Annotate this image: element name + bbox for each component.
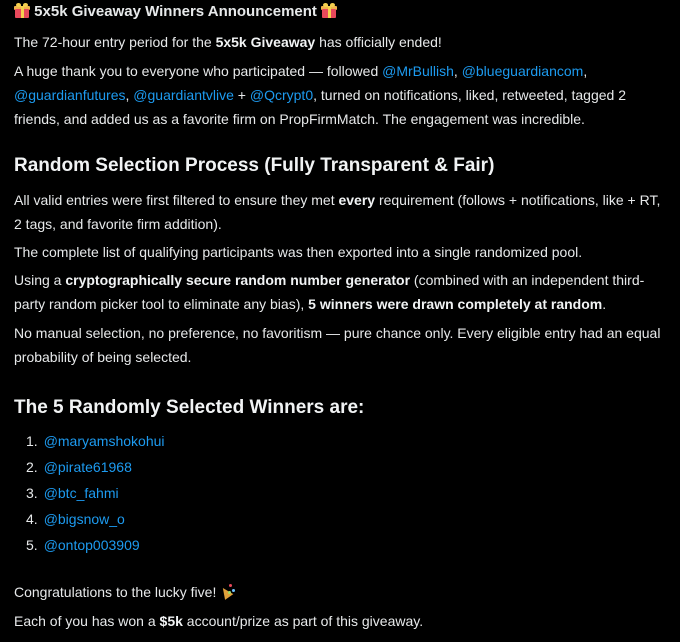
gift-icon	[14, 3, 30, 18]
winner-item	[26, 506, 670, 532]
selection-text: .	[602, 296, 607, 312]
emphasis-text: cryptographically secure random number generator	[65, 272, 411, 288]
separator: ,	[583, 63, 588, 79]
winners-heading: The 5 Randomly Selected Winners are:	[14, 397, 365, 418]
winner-number: 3.	[26, 485, 38, 501]
winner-item	[26, 454, 670, 480]
mention-link[interactable]: @MrBullish	[382, 63, 454, 79]
winner-handle-link[interactable]: @bigsnow_o	[43, 511, 125, 527]
intro-paragraph-1	[14, 30, 670, 54]
selection-text: (combined with an independent third-party random picker tool to eliminate any bias),	[14, 272, 645, 312]
selection-text: Using a	[14, 272, 66, 288]
prize-text: account/prize as part of this giveaway.	[182, 613, 424, 629]
separator: ,	[125, 87, 134, 103]
selection-paragraph-3	[14, 268, 670, 316]
winner-number: 2.	[26, 459, 38, 475]
winners-list	[26, 428, 670, 558]
gift-icon	[321, 3, 337, 18]
prize-line	[14, 609, 670, 633]
winner-number: 4.	[26, 511, 38, 527]
congrats-line	[14, 580, 670, 604]
winner-number: 1.	[26, 433, 38, 449]
prize-amount: $5k	[159, 613, 183, 629]
mention-link[interactable]: @guardianfutures	[14, 87, 126, 103]
intro-text: A huge thank you to everyone who participated — followed	[14, 63, 383, 79]
winner-item	[26, 428, 670, 454]
emphasis-text: every	[338, 192, 376, 208]
selection-process-heading: Random Selection Process (Fully Transparent & Fair)	[14, 155, 495, 176]
separator: ,	[453, 63, 462, 79]
selection-text: All valid entries were first filtered to ensure they met	[14, 192, 339, 208]
winner-handle-link[interactable]: @ontop003909	[43, 537, 140, 553]
winner-item	[26, 532, 670, 558]
winner-handle-link[interactable]: @maryamshokohui	[43, 433, 165, 449]
emphasis-text: 5 winners were drawn completely at random	[308, 296, 603, 312]
winner-item	[26, 480, 670, 506]
winner-handle-link[interactable]: @btc_fahmi	[43, 485, 119, 501]
giveaway-name: 5x5k Giveaway	[215, 34, 316, 50]
post-title	[14, 0, 670, 24]
winner-number: 5.	[26, 537, 38, 553]
party-popper-icon	[220, 583, 236, 599]
separator: +	[233, 87, 250, 103]
selection-paragraph-2: The complete list of qualifying participants was then exported into a single randomized pool.	[14, 244, 583, 260]
post-title-text: 5x5k Giveaway Winners Announcement	[34, 3, 317, 20]
mention-link[interactable]: @guardiantvlive	[133, 87, 234, 103]
mention-link[interactable]: @blueguardiancom	[461, 63, 584, 79]
selection-paragraph-1	[14, 188, 670, 236]
intro-text: , turned on notifications, liked, retweeted, tagged 2 friends, and added us as a favorite firm on PropFirmMatch. The engagement was incredible.	[14, 87, 626, 127]
winner-handle-link[interactable]: @pirate61968	[43, 459, 132, 475]
mention-link[interactable]: @Qcrypt0	[249, 87, 314, 103]
selection-text: requirement (follows + notifications, like + RT, 2 tags, and favorite firm addition).	[14, 192, 661, 232]
selection-paragraph-4: No manual selection, no preference, no favoritism — pure chance only. Every eligible entry had an equal probability of being selected.	[14, 325, 661, 365]
intro-text: The 72-hour entry period for the	[14, 34, 216, 50]
intro-text: has officially ended!	[315, 34, 442, 50]
intro-paragraph-2	[14, 59, 670, 131]
congrats-text: Congratulations to the lucky five!	[14, 584, 217, 600]
prize-text: Each of you has won a	[14, 613, 160, 629]
